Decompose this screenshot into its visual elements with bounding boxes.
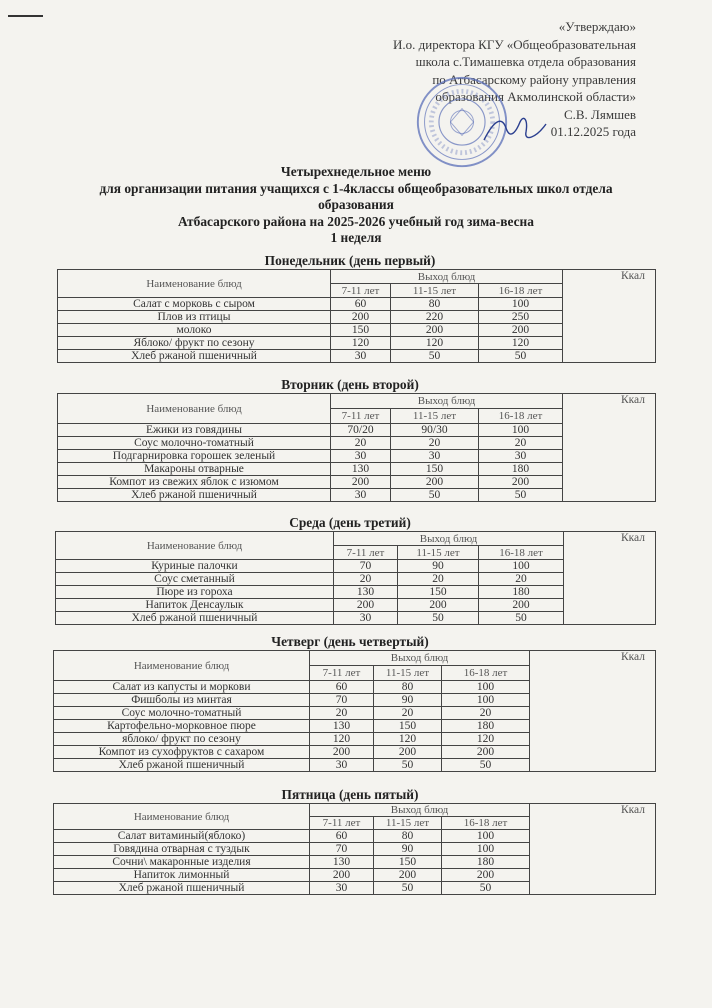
portion-16-18: 100 bbox=[479, 298, 563, 311]
dish-name: Компот из сухофруктов с сахаром bbox=[54, 746, 310, 759]
day-title: Среда (день третий) bbox=[289, 515, 411, 530]
header-output: Выход блюд bbox=[334, 532, 564, 546]
portion-11-15: 80 bbox=[374, 681, 442, 694]
portion-7-11: 70/20 bbox=[331, 424, 391, 437]
header-age: 11-15 лет bbox=[374, 817, 442, 830]
header-name: Наименование блюд bbox=[54, 651, 310, 681]
header-age: 7-11 лет bbox=[331, 409, 391, 424]
portion-11-15: 50 bbox=[374, 882, 442, 895]
header-kcal: Ккал bbox=[563, 394, 656, 502]
portion-7-11: 130 bbox=[310, 720, 374, 733]
portion-7-11: 20 bbox=[331, 437, 391, 450]
header-age: 7-11 лет bbox=[331, 284, 391, 298]
day-title: Понедельник (день первый) bbox=[264, 253, 436, 268]
menu-table bbox=[57, 269, 656, 363]
portion-11-15: 90 bbox=[374, 843, 442, 856]
header-age: 11-15 лет bbox=[398, 546, 479, 560]
header-age: 16-18 лет bbox=[442, 817, 530, 830]
portion-7-11: 20 bbox=[310, 707, 374, 720]
header-age: 7-11 лет bbox=[310, 666, 374, 681]
portion-11-15: 50 bbox=[398, 612, 479, 625]
title-line: Атбасарского района на 2025-2026 учебный год зима-весна bbox=[178, 213, 534, 229]
dish-name: Хлеб ржаной пшеничный bbox=[56, 612, 334, 625]
day-title: Вторник (день второй) bbox=[281, 377, 419, 392]
portion-11-15: 50 bbox=[391, 350, 479, 363]
dish-name: Хлеб ржаной пшеничный bbox=[58, 489, 331, 502]
dish-name: Плов из птицы bbox=[58, 311, 331, 324]
dish-name: Фишболы из минтая bbox=[54, 694, 310, 707]
portion-7-11: 200 bbox=[331, 476, 391, 489]
portion-16-18: 20 bbox=[479, 573, 564, 586]
portion-16-18: 100 bbox=[442, 843, 530, 856]
portion-7-11: 30 bbox=[310, 759, 374, 772]
header-output: Выход блюд bbox=[331, 394, 563, 409]
header-age: 16-18 лет bbox=[442, 666, 530, 681]
portion-7-11: 130 bbox=[334, 586, 398, 599]
portion-11-15: 150 bbox=[374, 856, 442, 869]
approval-line: И.о. директора КГУ «Общеобразовательная bbox=[393, 36, 636, 52]
portion-16-18: 200 bbox=[442, 869, 530, 882]
portion-11-15: 20 bbox=[374, 707, 442, 720]
approval-line: 01.12.2025 года bbox=[550, 124, 636, 139]
portion-16-18: 100 bbox=[479, 560, 564, 573]
portion-11-15: 90 bbox=[374, 694, 442, 707]
dish-name: Картофельно-морковное пюре bbox=[54, 720, 310, 733]
portion-11-15: 20 bbox=[398, 573, 479, 586]
portion-7-11: 30 bbox=[331, 489, 391, 502]
portion-11-15: 50 bbox=[391, 489, 479, 502]
portion-7-11: 70 bbox=[334, 560, 398, 573]
dish-name: Подгарнировка горошек зеленый bbox=[58, 450, 331, 463]
portion-16-18: 100 bbox=[442, 694, 530, 707]
portion-11-15: 120 bbox=[391, 337, 479, 350]
header-name: Наименование блюд bbox=[58, 270, 331, 298]
dish-name: Соус молочно-томатный bbox=[58, 437, 331, 450]
portion-16-18: 200 bbox=[479, 324, 563, 337]
portion-16-18: 50 bbox=[479, 350, 563, 363]
portion-11-15: 30 bbox=[391, 450, 479, 463]
approval-line: школа с.Тимашевка отдела образования bbox=[415, 54, 636, 69]
portion-16-18: 100 bbox=[442, 830, 530, 843]
portion-7-11: 20 bbox=[334, 573, 398, 586]
portion-7-11: 70 bbox=[310, 694, 374, 707]
dish-name: Пюре из гороха bbox=[56, 586, 334, 599]
header-kcal: Ккал bbox=[564, 532, 656, 625]
portion-7-11: 130 bbox=[331, 463, 391, 476]
portion-7-11: 30 bbox=[334, 612, 398, 625]
header-output: Выход блюд bbox=[331, 270, 563, 284]
header-kcal: Ккал bbox=[530, 804, 656, 895]
approval-line: «Утверждаю» bbox=[558, 19, 636, 34]
portion-11-15: 200 bbox=[391, 324, 479, 337]
portion-16-18: 50 bbox=[442, 759, 530, 772]
dish-name: Макароны отварные bbox=[58, 463, 331, 476]
portion-16-18: 180 bbox=[442, 856, 530, 869]
portion-7-11: 60 bbox=[331, 298, 391, 311]
portion-16-18: 180 bbox=[479, 463, 563, 476]
portion-11-15: 80 bbox=[374, 830, 442, 843]
header-age: 16-18 лет bbox=[479, 284, 563, 298]
portion-7-11: 200 bbox=[334, 599, 398, 612]
menu-table bbox=[55, 531, 656, 625]
dish-name: Сочни\ макаронные изделия bbox=[54, 856, 310, 869]
dish-name: Ежики из говядины bbox=[58, 424, 331, 437]
menu-table bbox=[53, 650, 656, 772]
portion-11-15: 120 bbox=[374, 733, 442, 746]
dish-name: Компот из свежих яблок с изюмом bbox=[58, 476, 331, 489]
portion-16-18: 30 bbox=[479, 450, 563, 463]
portion-7-11: 60 bbox=[310, 681, 374, 694]
header-kcal: Ккал bbox=[530, 651, 656, 772]
portion-11-15: 150 bbox=[398, 586, 479, 599]
header-age: 7-11 лет bbox=[334, 546, 398, 560]
header-age: 7-11 лет bbox=[310, 817, 374, 830]
portion-11-15: 150 bbox=[391, 463, 479, 476]
portion-16-18: 200 bbox=[442, 746, 530, 759]
portion-11-15: 50 bbox=[374, 759, 442, 772]
approval-line: образования Акмолинской области» bbox=[435, 89, 636, 104]
dish-name: молоко bbox=[58, 324, 331, 337]
dish-name: Напиток Денсаулык bbox=[56, 599, 334, 612]
corner-mark bbox=[8, 15, 43, 17]
portion-11-15: 200 bbox=[374, 869, 442, 882]
dish-name: Салат витаминый(яблоко) bbox=[54, 830, 310, 843]
dish-name: Говядина отварная с туздык bbox=[54, 843, 310, 856]
portion-7-11: 200 bbox=[331, 311, 391, 324]
dish-name: Хлеб ржаной пшеничный bbox=[58, 350, 331, 363]
dish-name: Салат из капусты и моркови bbox=[54, 681, 310, 694]
dish-name: Соус сметанный bbox=[56, 573, 334, 586]
portion-16-18: 120 bbox=[442, 733, 530, 746]
approval-line: по Атбасарскому району управления bbox=[432, 71, 636, 87]
header-age: 16-18 лет bbox=[479, 546, 564, 560]
menu-table bbox=[57, 393, 656, 502]
title-line: для организации питания учащихся с 1-4классы общеобразовательных школ отдела bbox=[99, 180, 613, 196]
dish-name: Хлеб ржаной пшеничный bbox=[54, 759, 310, 772]
header-age: 11-15 лет bbox=[391, 284, 479, 298]
portion-11-15: 220 bbox=[391, 311, 479, 324]
signature-icon bbox=[480, 110, 550, 150]
header-age: 11-15 лет bbox=[374, 666, 442, 681]
portion-16-18: 250 bbox=[479, 311, 563, 324]
header-name: Наименование блюд bbox=[54, 804, 310, 830]
title-line: образования bbox=[318, 197, 394, 212]
header-name: Наименование блюд bbox=[56, 532, 334, 560]
portion-11-15: 150 bbox=[374, 720, 442, 733]
portion-11-15: 90 bbox=[398, 560, 479, 573]
dish-name: яблоко/ фрукт по сезону bbox=[54, 733, 310, 746]
dish-name: Соус молочно-томатный bbox=[54, 707, 310, 720]
dish-name: Салат с морковь с сыром bbox=[58, 298, 331, 311]
portion-16-18: 20 bbox=[479, 437, 563, 450]
portion-7-11: 130 bbox=[310, 856, 374, 869]
day-title: Пятница (день пятый) bbox=[281, 787, 419, 802]
dish-name: Напиток лимонный bbox=[54, 869, 310, 882]
day-title: Четверг (день четвертый) bbox=[271, 634, 429, 649]
portion-7-11: 120 bbox=[310, 733, 374, 746]
approval-line: С.В. Лямшев bbox=[563, 106, 636, 122]
header-kcal: Ккал bbox=[563, 270, 656, 363]
portion-11-15: 20 bbox=[391, 437, 479, 450]
portion-7-11: 70 bbox=[310, 843, 374, 856]
dish-name: Куриные палочки bbox=[56, 560, 334, 573]
portion-16-18: 50 bbox=[442, 882, 530, 895]
dish-name: Хлеб ржаной пшеничный bbox=[54, 882, 310, 895]
header-name: Наименование блюд bbox=[58, 394, 331, 424]
portion-7-11: 30 bbox=[310, 882, 374, 895]
dish-name: Яблоко/ фрукт по сезону bbox=[58, 337, 331, 350]
portion-16-18: 20 bbox=[442, 707, 530, 720]
portion-16-18: 100 bbox=[442, 681, 530, 694]
portion-16-18: 120 bbox=[479, 337, 563, 350]
menu-table bbox=[53, 803, 656, 895]
portion-7-11: 30 bbox=[331, 450, 391, 463]
portion-11-15: 200 bbox=[391, 476, 479, 489]
portion-7-11: 60 bbox=[310, 830, 374, 843]
header-age: 11-15 лет bbox=[391, 409, 479, 424]
portion-16-18: 200 bbox=[479, 476, 563, 489]
portion-11-15: 200 bbox=[398, 599, 479, 612]
portion-16-18: 180 bbox=[442, 720, 530, 733]
header-age: 16-18 лет bbox=[479, 409, 563, 424]
portion-7-11: 200 bbox=[310, 746, 374, 759]
portion-7-11: 30 bbox=[331, 350, 391, 363]
title-line: Четырехнедельное меню bbox=[280, 164, 432, 179]
header-output: Выход блюд bbox=[310, 804, 530, 817]
portion-7-11: 200 bbox=[310, 869, 374, 882]
portion-7-11: 120 bbox=[331, 337, 391, 350]
portion-16-18: 180 bbox=[479, 586, 564, 599]
portion-16-18: 50 bbox=[479, 489, 563, 502]
title-line: 1 неделя bbox=[330, 230, 382, 245]
portion-11-15: 200 bbox=[374, 746, 442, 759]
menu-title bbox=[60, 164, 652, 247]
portion-7-11: 150 bbox=[331, 324, 391, 337]
header-output: Выход блюд bbox=[310, 651, 530, 666]
portion-16-18: 100 bbox=[479, 424, 563, 437]
portion-11-15: 80 bbox=[391, 298, 479, 311]
portion-16-18: 200 bbox=[479, 599, 564, 612]
portion-16-18: 50 bbox=[479, 612, 564, 625]
portion-11-15: 90/30 bbox=[391, 424, 479, 437]
